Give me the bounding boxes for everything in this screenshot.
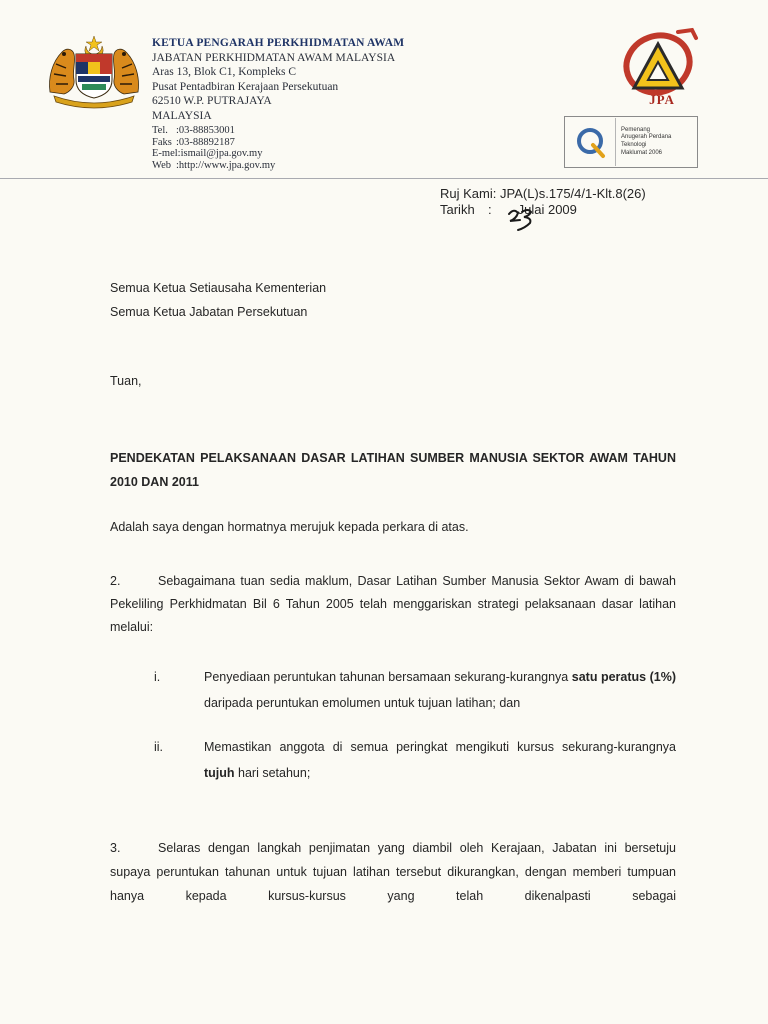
org-line: MALAYSIA <box>152 109 212 122</box>
award-badge <box>564 116 698 168</box>
letterhead-divider <box>0 178 768 179</box>
list-item-text-post: daripada peruntukan emolumen untuk tujuan latihan; dan <box>204 696 521 710</box>
jpa-logo-icon <box>622 26 700 98</box>
reference-block <box>440 186 646 218</box>
org-line: 62510 W.P. PUTRAJAYA <box>152 95 272 108</box>
org-line: Aras 13, Blok C1, Kompleks C <box>152 66 297 79</box>
list-item-text-pre: Memastikan anggota di semua peringkat mengikuti kursus sekurang-kurangnya <box>204 740 676 754</box>
contact-value: :03-88892187 <box>176 136 235 148</box>
award-line: Pemenang <box>621 126 651 133</box>
list-item-text-pre: Penyediaan peruntukan tahunan bersamaan sekurang-kurangnya <box>204 670 572 684</box>
contact-value: :http://www.jpa.gov.my <box>176 159 276 171</box>
list-item-text-bold: tujuh <box>204 766 235 780</box>
list-item-number: ii. <box>154 740 164 754</box>
org-line: Pusat Pentadbiran Kerajaan Persekutuan <box>152 80 339 93</box>
ruj-label: Ruj Kami: <box>440 186 497 201</box>
contact-row <box>152 148 275 160</box>
organization-address <box>152 36 404 124</box>
tarikh-value: Julai 2009 <box>517 202 577 217</box>
letter-subject: PENDEKATAN PELAKSANAAN DASAR LATIHAN SUMBER MANUSIA SEKTOR AWAM TAHUN 2010 DAN 2011 <box>110 451 676 489</box>
handwritten-date-icon <box>507 206 539 232</box>
paragraph-1: Adalah saya dengan hormatnya merujuk kepada perkara di atas. <box>110 520 469 534</box>
paragraph-number: 2. <box>110 574 121 588</box>
date-row <box>440 202 646 218</box>
award-line: Anugerah Perdana <box>621 134 672 141</box>
list-item-number: i. <box>154 670 161 684</box>
recipient-line: Semua Ketua Setiausaha Kementerian <box>110 281 327 295</box>
list-item <box>154 664 676 716</box>
contact-value: :03-88853001 <box>176 125 235 136</box>
contact-row <box>152 137 275 149</box>
reference-row <box>440 186 646 202</box>
list-item-text <box>204 734 676 786</box>
list-item-text-bold: satu peratus (1%) <box>571 670 676 684</box>
paragraph-number: 3. <box>110 841 121 855</box>
contact-row <box>152 125 275 137</box>
org-line: KETUA PENGARAH PERKHIDMATAN AWAM <box>152 37 405 49</box>
award-line: Maklumat 2006 <box>621 149 663 156</box>
contact-label: Tel. <box>152 125 168 136</box>
list-item <box>154 734 676 786</box>
paragraph-3 <box>110 836 676 908</box>
paragraph-text: Sebagaimana tuan sedia maklum, Dasar Latihan Sumber Manusia Sektor Awam di bawah Pekeliling Perkhidmatan Bil 6 Tahun 2005 telah menggariskan strategi pelaksanaan dasar latihan melalui: <box>110 574 676 634</box>
ruj-value: JPA(L)s.175/4/1-Klt.8(26) <box>499 186 646 201</box>
contact-details <box>152 125 275 171</box>
paragraph-2 <box>110 570 676 639</box>
org-line: JABATAN PERKHIDMATAN AWAM MALAYSIA <box>152 51 396 64</box>
salutation: Tuan, <box>110 374 142 388</box>
tarikh-separator: : <box>488 202 492 217</box>
jpa-logo-text: JPA <box>649 92 675 107</box>
contact-label: Faks <box>152 136 172 148</box>
list-item-text-post: hari setahun; <box>234 766 311 780</box>
recipients <box>110 276 326 324</box>
award-q-icon <box>565 118 616 166</box>
award-line: Teknologi <box>621 142 647 148</box>
tarikh-label: Tarikh <box>440 202 475 217</box>
malaysia-coat-of-arms-icon <box>46 34 142 110</box>
recipient-line: Semua Ketua Jabatan Persekutuan <box>110 305 308 319</box>
contact-value: :ismail@jpa.gov.my <box>177 148 263 159</box>
contact-row <box>152 160 275 172</box>
contact-label: E-mel <box>152 148 178 159</box>
list-item-text <box>204 664 676 716</box>
paragraph-text: Selaras dengan langkah penjimatan yang diambil oleh Kerajaan, Jabatan ini bersetuju supaya peruntukan tahunan untuk tujuan latihan tersebut dikurangkan, dengan memberi tumpuan hanya kepada kursus-kursus yang telah dikenalpasti sebagai <box>110 841 676 903</box>
contact-label: Web <box>152 159 171 171</box>
award-text <box>616 127 671 157</box>
